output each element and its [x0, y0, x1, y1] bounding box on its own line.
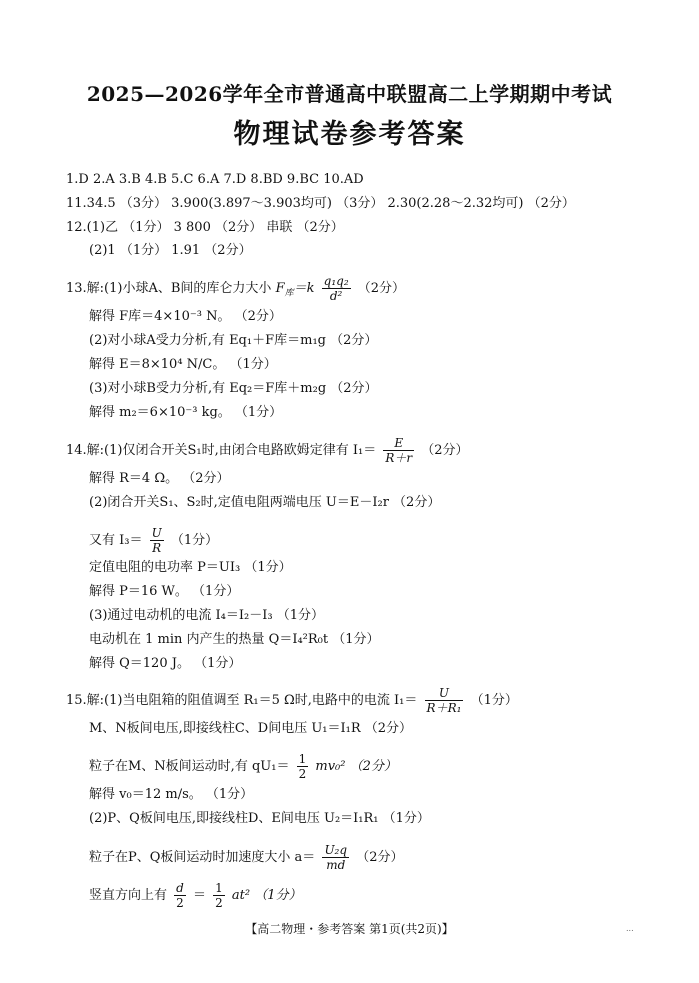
q13-line-5: (3)对小球B受力分析,有 Eq₂＝F库＋m₂g （2分） — [89, 381, 378, 396]
q13-text: 13.解:(1)小球A、B间的库仑力大小 — [66, 281, 272, 296]
q13-score: （2分） — [357, 281, 406, 296]
q14-line-6: 解得 P＝16 W。 （1分） — [89, 584, 240, 599]
q13-line-2: 解得 F库＝4×10⁻³ N。 （2分） — [89, 309, 282, 324]
q14-line-8: 电动机在 1 min 内产生的热量 Q＝I₄²R₀t （1分） — [89, 632, 380, 647]
q14-line-3: (2)闭合开关S₁、S₂时,定值电阻两端电压 U＝E－I₂r （2分） — [89, 495, 441, 510]
q12-answer-1: 12.(1)乙 （1分） 3 800 （2分） 串联 （2分） — [66, 220, 344, 235]
q15-text-1: 15.解:(1)当电阻箱的阻值调至 R₁＝5 Ω时,电路中的电流 I₁＝ — [66, 693, 418, 708]
q13-line-3: (2)对小球A受力分析,有 Eq₁＋F库＝m₁g （2分） — [89, 333, 378, 348]
q15-text-3: 粒子在M、N板间运动时,有 qU₁＝ — [89, 759, 290, 774]
q15-line-7 — [89, 881, 302, 910]
q15-score-7: at² （1分） — [231, 888, 302, 903]
q13-formula-var: $F_库=k$ — [275, 281, 315, 299]
q15-score-6: （2分） — [356, 850, 404, 865]
q14-fraction-1: $\frac{E}{R+r}$ — [385, 436, 413, 465]
q14-line-5: 定值电阻的电功率 P＝UI₃ （1分） — [89, 560, 292, 575]
q14-line-7: (3)通过电动机的电流 I₄＝I₂－I₃ （1分） — [89, 608, 324, 623]
q15-line-2: M、N板间电压,即接线柱C、D间电压 U₁＝I₁R （2分） — [89, 721, 413, 736]
exam-title: 2025—2026学年全市普通高中联盟高二上学期期中考试 — [86, 82, 613, 106]
q14-line-4 — [89, 526, 218, 555]
q13-fraction: $\frac{\text{q₁q₂}}{\text{d²}}$ — [323, 274, 349, 303]
q15-line-5: (2)P、Q板间电压,即接线柱D、E间电压 U₂＝I₁R₁ （1分） — [89, 811, 430, 826]
page-footer: 【高二物理・参考答案 第1页(共2页)】 — [245, 922, 454, 936]
q15-score-1: （1分） — [470, 693, 518, 708]
q15-line-3 — [89, 752, 397, 781]
q15-text-6: 粒子在P、Q板间运动时加速度大小 a＝ — [89, 850, 316, 865]
q15-fraction-7a: $\frac{d}{2}$ — [176, 881, 184, 910]
q15-fraction-7b: $\frac{1}{2}$ — [215, 881, 223, 910]
q15-fraction-3: $\frac{1}{2}$ — [298, 752, 307, 781]
q15-fraction-1: $\frac{U}{\text{R＋R₁}}$ — [426, 686, 462, 715]
q14-fraction-2: $\frac{U}{R}$ — [151, 526, 162, 555]
q15-line-6 — [89, 843, 403, 872]
q14-score-1: （2分） — [421, 443, 469, 458]
mc-answers: 1.D 2.A 3.B 4.B 5.C 6.A 7.D 8.BD 9.BC 10.AD — [66, 172, 364, 187]
q15-fraction-6: $\frac{\text{U₂q}}{md}$ — [324, 843, 348, 872]
q15-line-1 — [66, 686, 518, 715]
q15-equals: ＝ — [192, 888, 206, 903]
q12-answer-2: (2)1 （1分） 1.91 （2分） — [89, 243, 252, 258]
q15-text-7: 竖直方向上有 — [89, 888, 168, 903]
q13-line-4: 解得 E＝8×10⁴ N/C。 （1分） — [89, 357, 277, 372]
q14-score-4: （1分） — [170, 533, 219, 548]
q11-answer: 11.34.5 （3分） 3.900(3.897～3.903均可) （3分） 2.30(2.28～2.32均可) （2分） — [66, 196, 575, 211]
answer-key-title: 物理试卷参考答案 — [233, 119, 466, 150]
q15-score-3: mv₀² （2分） — [315, 759, 397, 774]
q14-line-1 — [66, 436, 469, 465]
q14-text: 14.解:(1)仅闭合开关S₁时,由闭合电路欧姆定律有 I₁＝ — [66, 443, 377, 458]
q14-line-2: 解得 R＝4 Ω。 （2分） — [89, 471, 230, 486]
q15-line-4: 解得 v₀＝12 m/s。 （1分） — [89, 787, 254, 802]
corner-mark: ... — [626, 924, 634, 933]
q14-text-4: 又有 I₃＝ — [89, 533, 143, 548]
q13-line-6: 解得 m₂＝6×10⁻³ kg。 （1分） — [89, 405, 283, 420]
q13-line-1 — [66, 274, 405, 303]
q14-line-9: 解得 Q＝120 J。 （1分） — [89, 656, 242, 671]
